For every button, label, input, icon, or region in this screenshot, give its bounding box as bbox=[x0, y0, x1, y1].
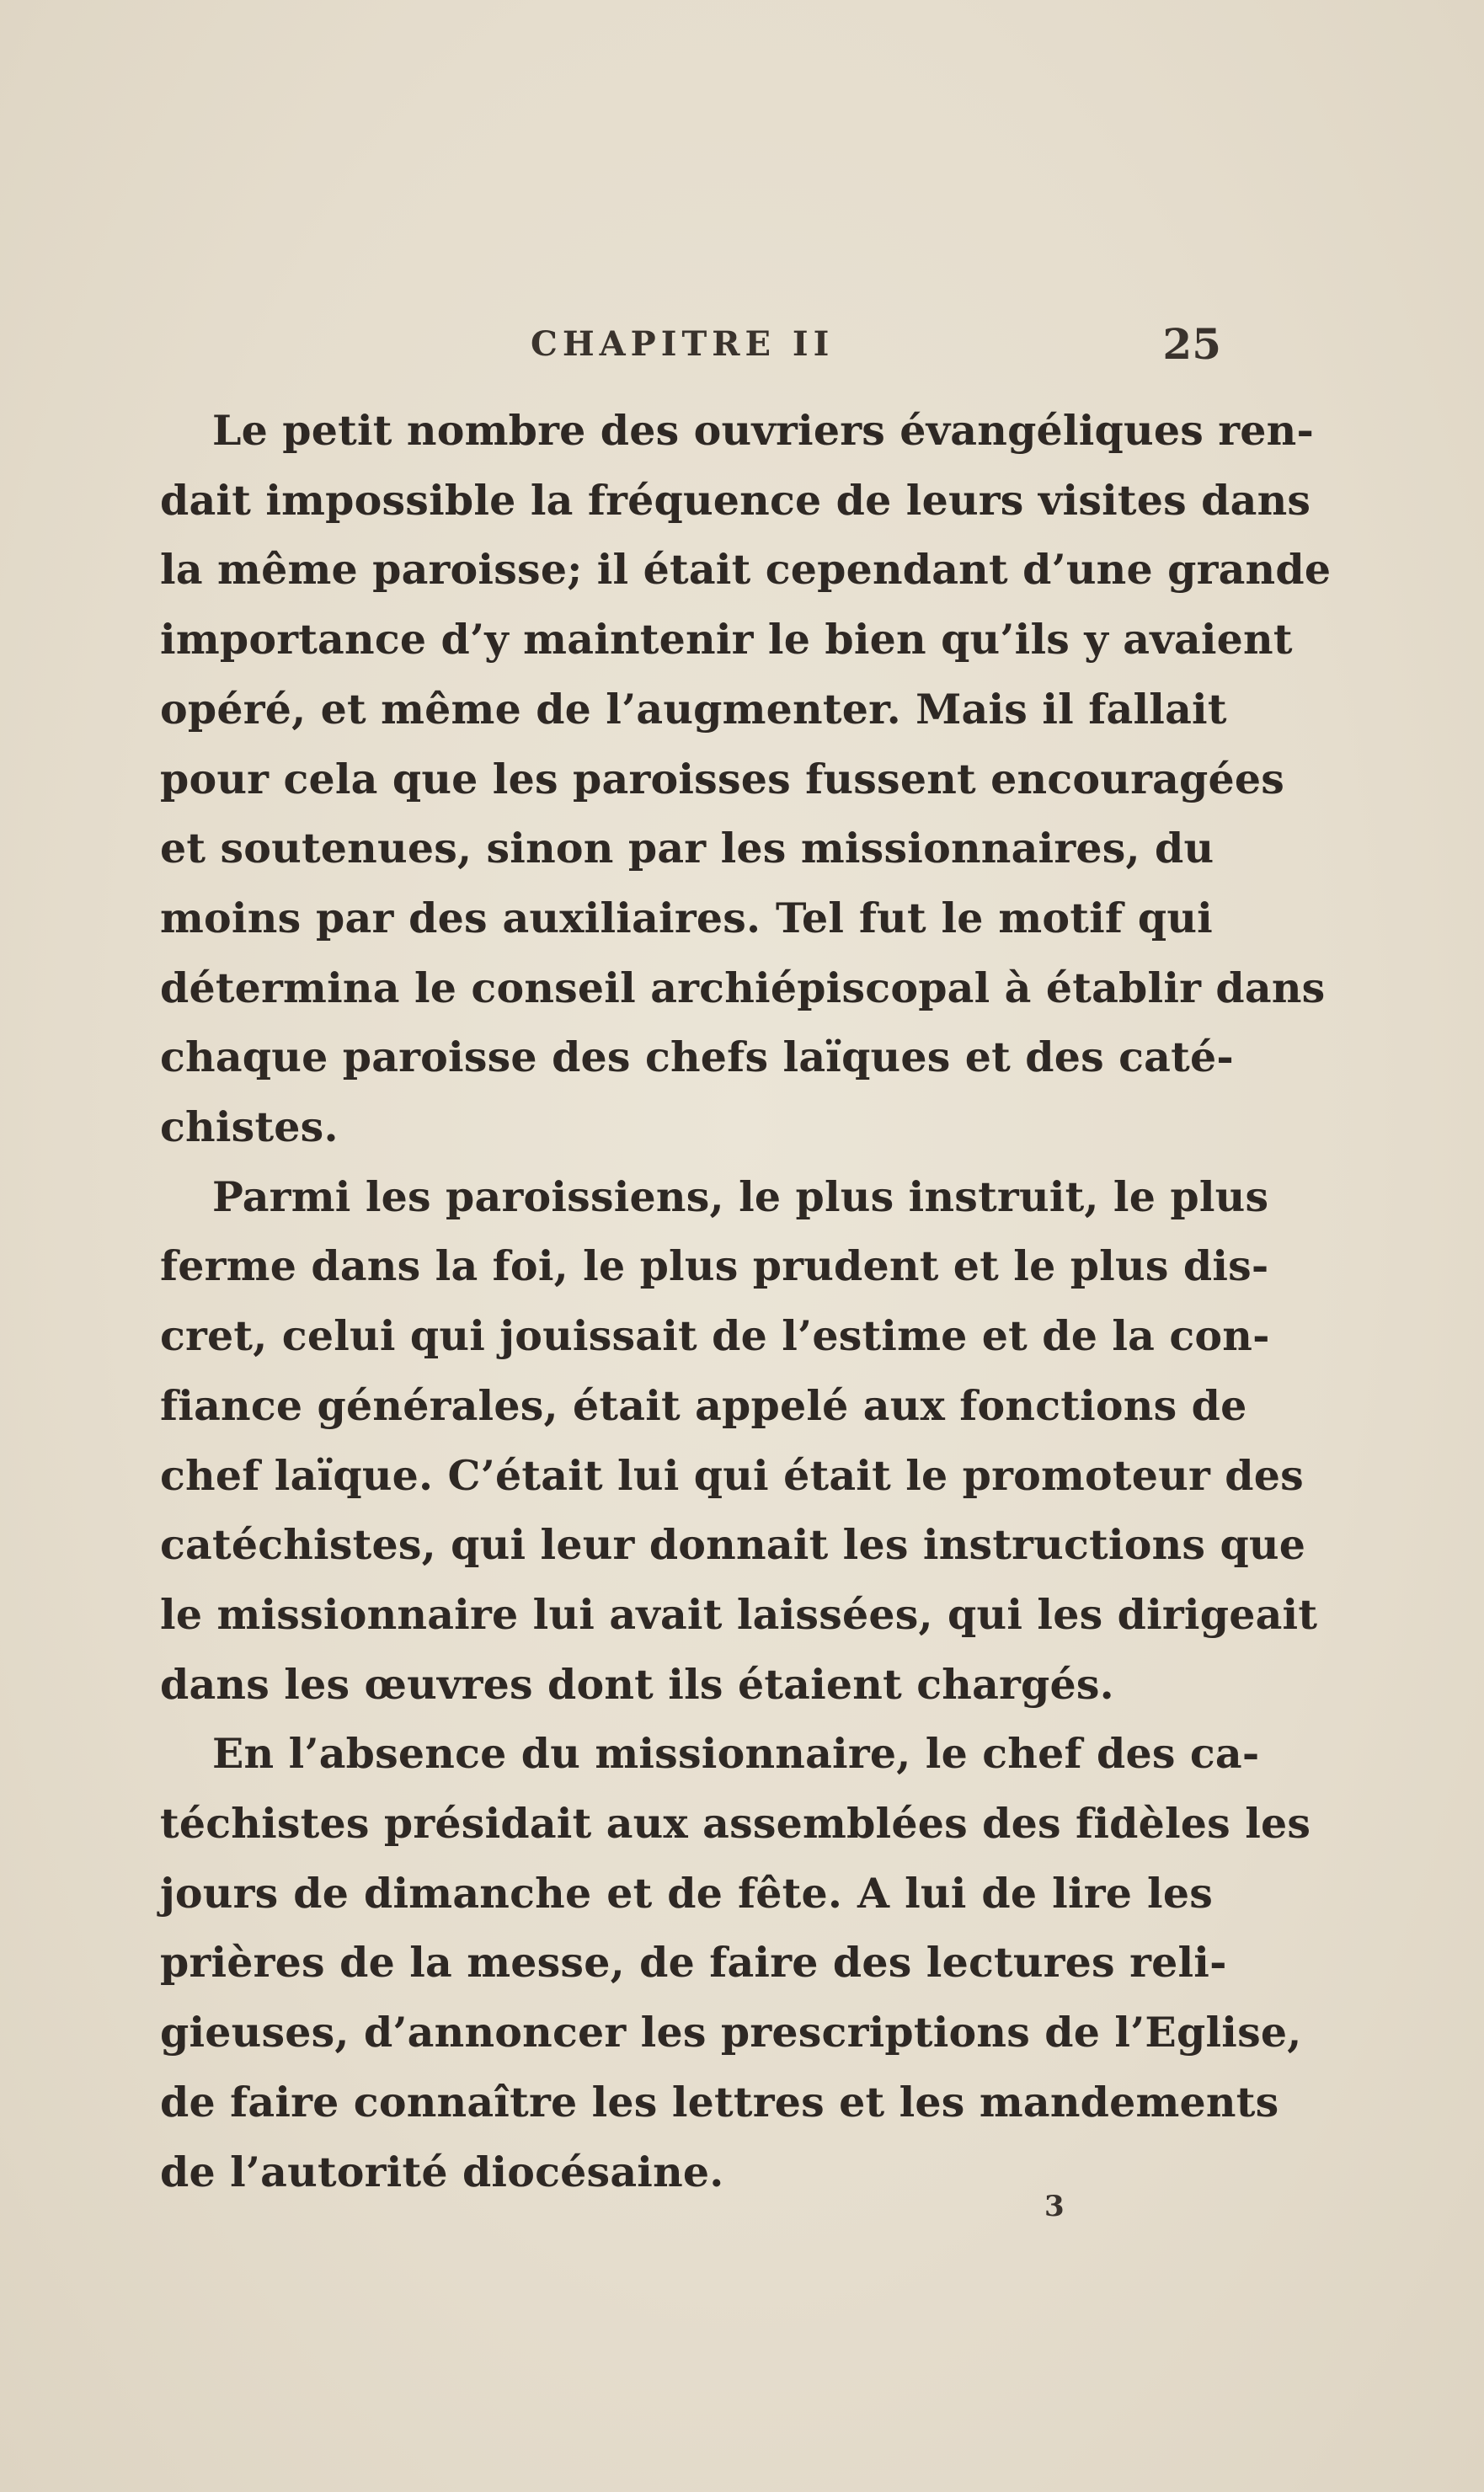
text-line: gieuses, d’annoncer les prescriptions de l’Eglise, bbox=[160, 2008, 1302, 2057]
text-line: chef laïque. C’était lui qui était le promoteur des bbox=[160, 1450, 1304, 1500]
text-line: catéchistes, qui leur donnait les instructions que bbox=[160, 1520, 1306, 1570]
body-text bbox=[160, 396, 1332, 2207]
text-line: et soutenues, sinon par les missionnaires, du bbox=[160, 824, 1214, 873]
text-line: opéré, et même de l’augmenter. Mais il fallait bbox=[160, 684, 1227, 734]
text-line: Parmi les paroissiens, le plus instruit, le plus bbox=[212, 1171, 1269, 1221]
text-line: prières de la messe, de faire des lectures reli- bbox=[160, 1938, 1227, 1988]
text-line: fiance générales, était appelé aux fonctions de bbox=[160, 1380, 1247, 1430]
text-line: cret, celui qui jouissait de l’estime et de la con- bbox=[160, 1311, 1270, 1361]
running-head bbox=[160, 319, 1221, 375]
text-line: moins par des auxiliaires. Tel fut le motif qui bbox=[160, 893, 1213, 942]
text-line: jours de dimanche et de fête. A lui de lire les bbox=[160, 1868, 1213, 1918]
page-number: 25 bbox=[1162, 319, 1221, 369]
text-line: dans les œuvres dont ils étaient chargés. bbox=[160, 1659, 1114, 1709]
text-line: de faire connaître les lettres et les mandements bbox=[160, 2077, 1279, 2126]
text-line: Le petit nombre des ouvriers évangéliques ren- bbox=[212, 406, 1315, 455]
text-line: chistes. bbox=[160, 1102, 339, 1152]
signature-mark: 3 bbox=[1044, 2190, 1065, 2223]
text-line: détermina le conseil archiépiscopal à établir dans bbox=[160, 963, 1326, 1012]
text-line: de l’autorité diocésaine. bbox=[160, 2147, 724, 2196]
text-line: chaque paroisse des chefs laïques et des caté- bbox=[160, 1033, 1234, 1082]
text-line: dait impossible la fréquence de leurs visites dans bbox=[160, 475, 1311, 525]
text-line: ferme dans la foi, le plus prudent et le plus dis- bbox=[160, 1241, 1269, 1291]
paragraph-1 bbox=[160, 396, 1332, 1162]
text-line: téchistes présidait aux assemblées des fidèles les bbox=[160, 1799, 1311, 1849]
text-line: En l’absence du missionnaire, le chef des ca- bbox=[212, 1729, 1260, 1779]
running-title: CHAPITRE II bbox=[531, 324, 835, 364]
text-line: importance d’y maintenir le bien qu’ils y avaient bbox=[160, 615, 1293, 664]
paragraph-3 bbox=[160, 1719, 1311, 2207]
text-line: le missionnaire lui avait laissées, qui les dirigeait bbox=[160, 1589, 1318, 1639]
paragraph-2 bbox=[160, 1162, 1318, 1720]
text-line: la même paroisse; il était cependant d’une grande bbox=[160, 545, 1332, 595]
text-line: pour cela que les paroisses fussent encouragées bbox=[160, 754, 1285, 803]
